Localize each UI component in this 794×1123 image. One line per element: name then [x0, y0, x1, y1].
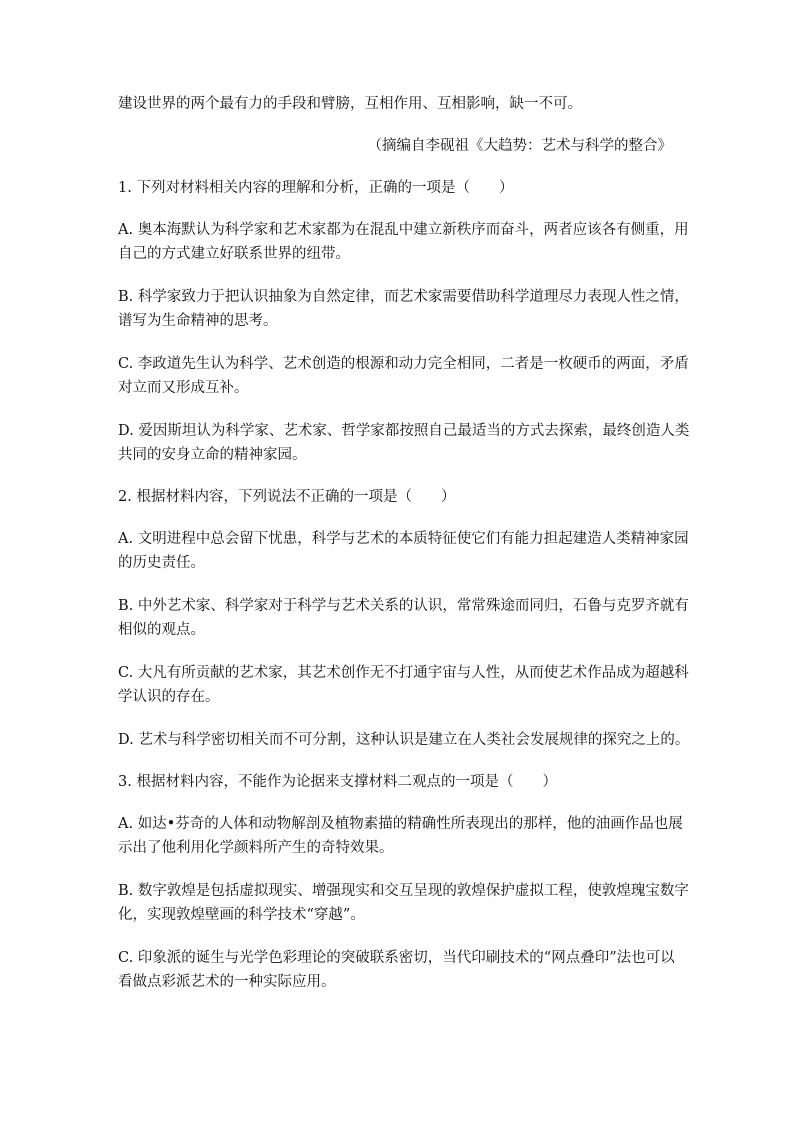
question-2-option-b-line-1: B. 中外艺术家、科学家对于科学与艺术关系的认识，常常殊途而同归，石鲁与克罗齐就有 — [118, 598, 689, 614]
question-1-option-d-line-1: D. 爱因斯坦认为科学家、艺术家、哲学家都按照自己最适当的方式去探索，最终创造人类 — [118, 423, 690, 439]
question-3-option-a-line-1: A. 如达•芬奇的人体和动物解剖及植物素描的精确性所表现出的那样，他的油画作品也展 — [118, 816, 683, 832]
question-2-option-c-line-2: 学认识的存在。 — [118, 689, 220, 705]
question-1-option-b-line-2: 谱写为生命精神的思考。 — [118, 313, 278, 329]
question-2-stem: 2. 根据材料内容，下列说法不正确的一项是（ ） — [118, 489, 456, 505]
question-1-option-a-line-1: A. 奥本海默认为科学家和艺术家都为在混乱中建立新秩序而奋斗，两者应该各有侧重，用 — [118, 222, 689, 238]
question-2-option-a-line-2: 的历史责任。 — [118, 555, 205, 571]
question-1-stem: 1. 下列对材料相关内容的理解和分析，正确的一项是（ ） — [118, 180, 514, 196]
question-3-stem: 3. 根据材料内容，不能作为论据来支撑材料二观点的一项是（ ） — [118, 774, 557, 790]
question-3-option-c-line-2: 看做点彩派艺术的一种实际应用。 — [118, 974, 336, 990]
source-citation: （摘编自李砚祖《大趋势：艺术与科学的整合》 — [367, 138, 672, 154]
intro-paragraph-end: 建设世界的两个最有力的手段和臂膀，互相作用、互相影响，缺一不可。 — [118, 96, 582, 112]
question-2-option-d: D. 艺术与科学密切相关而不可分割，这种认识是建立在人类社会发展规律的探究之上的。 — [118, 732, 690, 748]
question-2-option-c-line-1: C. 大凡有所贡献的艺术家，其艺术创作无不打通宇宙与人性，从而使艺术作品成为超越科 — [118, 665, 689, 681]
question-3-option-b-line-2: 化，实现敦煌壁画的科学技术“穿越”。 — [118, 907, 365, 923]
question-3-option-b-line-1: B. 数字敦煌是包括虚拟现实、增强现实和交互呈现的敦煌保护虚拟工程，使敦煌瑰宝数字 — [118, 883, 689, 899]
question-1-option-c-line-2: 对立而又形成互补。 — [118, 380, 249, 396]
question-1-option-a-line-2: 自己的方式建立好联系世界的纽带。 — [118, 246, 350, 262]
question-2-option-a-line-1: A. 文明进程中总会留下忧患，科学与艺术的本质特征使它们有能力担起建造人类精神家园 — [118, 531, 689, 547]
question-1-option-d-line-2: 共同的安身立命的精神家园。 — [118, 447, 307, 463]
question-2-option-b-line-2: 相似的观点。 — [118, 622, 205, 638]
question-1-option-c-line-1: C. 李政道先生认为科学、艺术创造的根源和动力完全相同，二者是一枚硬币的两面，矛盾 — [118, 356, 689, 372]
question-1-option-b-line-1: B. 科学家致力于把认识抽象为自然定律，而艺术家需要借助科学道理尽力表现人性之情， — [118, 289, 689, 305]
question-3-option-c-line-1: C. 印象派的诞生与光学色彩理论的突破联系密切，当代印刷技术的“网点叠印”法也可以 — [118, 950, 675, 966]
question-3-option-a-line-2: 示出了他利用化学颜料所产生的奇特效果。 — [118, 840, 394, 856]
